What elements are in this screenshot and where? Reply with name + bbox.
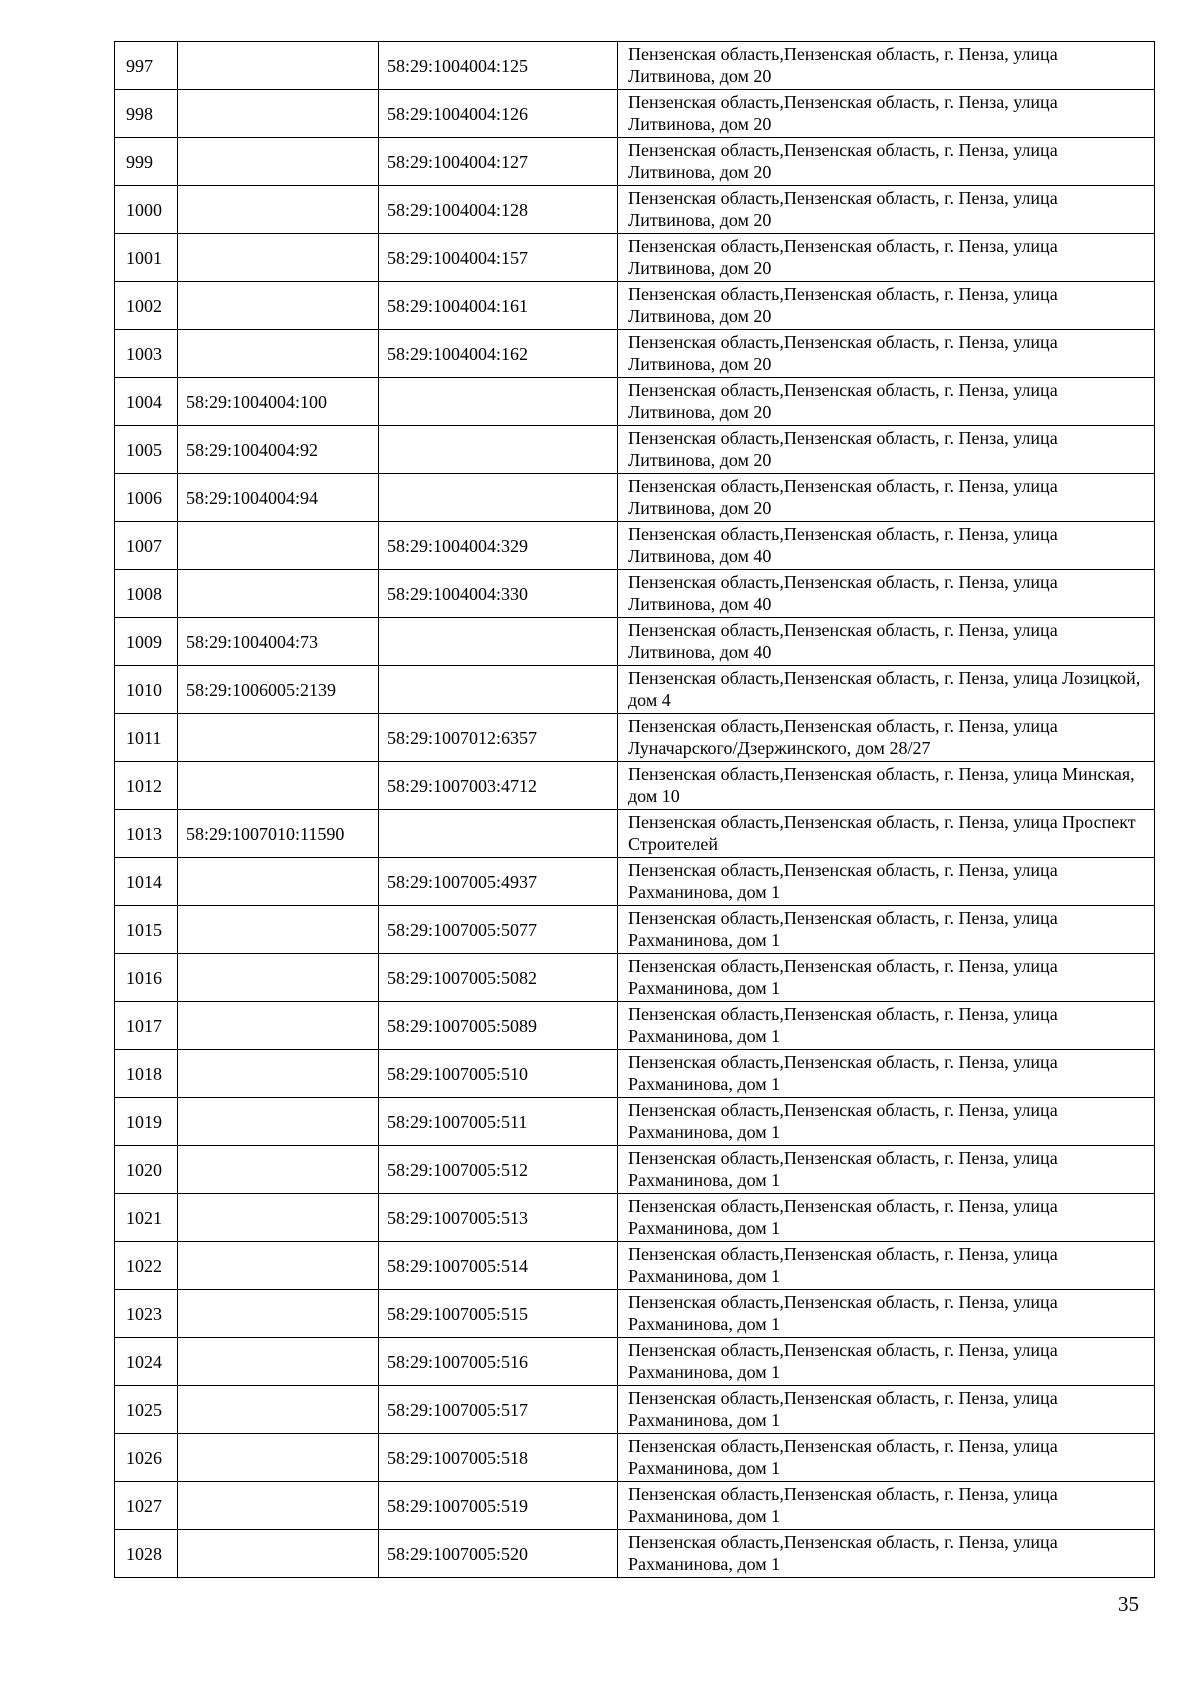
- cadastral-number-cell: [379, 810, 618, 858]
- row-number-cell: 1023: [115, 1290, 178, 1338]
- cadastral-number-cell: [178, 1434, 379, 1482]
- registry-table-body: [115, 42, 1155, 1578]
- row-number-cell: 1017: [115, 1002, 178, 1050]
- row-number-cell: 1000: [115, 186, 178, 234]
- table-row: [115, 1530, 1155, 1578]
- cadastral-number-cell: 58:29:1007005:512: [379, 1146, 618, 1194]
- cadastral-number-cell: 58:29:1007005:519: [379, 1482, 618, 1530]
- row-number-cell: 1018: [115, 1050, 178, 1098]
- table-row: [115, 1146, 1155, 1194]
- cadastral-number-cell: [178, 522, 379, 570]
- address-cell: Пензенская область,Пензенская область, г. Пенза, улица Литвинова, дом 20: [618, 330, 1155, 378]
- table-row: [115, 1242, 1155, 1290]
- cadastral-number-cell: 58:29:1004004:100: [178, 378, 379, 426]
- table-row: [115, 474, 1155, 522]
- cadastral-number-cell: [178, 282, 379, 330]
- cadastral-number-cell: 58:29:1004004:73: [178, 618, 379, 666]
- cadastral-number-cell: 58:29:1004004:125: [379, 42, 618, 90]
- cadastral-number-cell: [178, 906, 379, 954]
- cadastral-number-cell: [178, 1338, 379, 1386]
- cadastral-number-cell: 58:29:1004004:329: [379, 522, 618, 570]
- table-row: [115, 234, 1155, 282]
- cadastral-number-cell: [379, 426, 618, 474]
- cadastral-number-cell: 58:29:1006005:2139: [178, 666, 379, 714]
- row-number-cell: 1002: [115, 282, 178, 330]
- address-cell: Пензенская область,Пензенская область, г. Пенза, улица Литвинова, дом 20: [618, 474, 1155, 522]
- table-row: [115, 282, 1155, 330]
- table-row: [115, 666, 1155, 714]
- cadastral-number-cell: 58:29:1007005:516: [379, 1338, 618, 1386]
- cadastral-number-cell: 58:29:1004004:127: [379, 138, 618, 186]
- address-cell: Пензенская область,Пензенская область, г. Пенза, улица Рахманинова, дом 1: [618, 1434, 1155, 1482]
- address-cell: Пензенская область,Пензенская область, г. Пенза, улица Луначарского/Дзержинского, дом 28/27: [618, 714, 1155, 762]
- address-cell: Пензенская область,Пензенская область, г. Пенза, улица Рахманинова, дом 1: [618, 1002, 1155, 1050]
- cadastral-number-cell: 58:29:1007005:4937: [379, 858, 618, 906]
- row-number-cell: 1003: [115, 330, 178, 378]
- row-number-cell: 1007: [115, 522, 178, 570]
- row-number-cell: 1020: [115, 1146, 178, 1194]
- cadastral-number-cell: [379, 474, 618, 522]
- cadastral-number-cell: 58:29:1004004:161: [379, 282, 618, 330]
- row-number-cell: 999: [115, 138, 178, 186]
- row-number-cell: 1014: [115, 858, 178, 906]
- cadastral-number-cell: 58:29:1007005:5077: [379, 906, 618, 954]
- cadastral-number-cell: 58:29:1004004:94: [178, 474, 379, 522]
- row-number-cell: 1004: [115, 378, 178, 426]
- table-row: [115, 1002, 1155, 1050]
- cadastral-number-cell: 58:29:1004004:128: [379, 186, 618, 234]
- row-number-cell: 1006: [115, 474, 178, 522]
- address-cell: Пензенская область,Пензенская область, г. Пенза, улица Литвинова, дом 40: [618, 570, 1155, 618]
- address-cell: Пензенская область,Пензенская область, г. Пенза, улица Рахманинова, дом 1: [618, 1386, 1155, 1434]
- cadastral-number-cell: [178, 1386, 379, 1434]
- cadastral-number-cell: [379, 378, 618, 426]
- table-row: [115, 1290, 1155, 1338]
- row-number-cell: 997: [115, 42, 178, 90]
- address-cell: Пензенская область,Пензенская область, г. Пенза, улица Рахманинова, дом 1: [618, 1338, 1155, 1386]
- cadastral-number-cell: 58:29:1007005:5089: [379, 1002, 618, 1050]
- table-row: [115, 426, 1155, 474]
- cadastral-number-cell: [178, 1530, 379, 1578]
- address-cell: Пензенская область,Пензенская область, г. Пенза, улица Рахманинова, дом 1: [618, 954, 1155, 1002]
- address-cell: Пензенская область,Пензенская область, г. Пенза, улица Рахманинова, дом 1: [618, 1098, 1155, 1146]
- cadastral-number-cell: [178, 42, 379, 90]
- row-number-cell: 1010: [115, 666, 178, 714]
- table-row: [115, 1386, 1155, 1434]
- address-cell: Пензенская область,Пензенская область, г. Пенза, улица Литвинова, дом 20: [618, 234, 1155, 282]
- table-row: [115, 714, 1155, 762]
- row-number-cell: 1019: [115, 1098, 178, 1146]
- cadastral-number-cell: [178, 138, 379, 186]
- page-number: 35: [1118, 1592, 1139, 1616]
- cadastral-number-cell: 58:29:1004004:162: [379, 330, 618, 378]
- cadastral-number-cell: 58:29:1007005:510: [379, 1050, 618, 1098]
- cadastral-number-cell: [178, 1002, 379, 1050]
- address-cell: Пензенская область,Пензенская область, г. Пенза, улица Литвинова, дом 20: [618, 378, 1155, 426]
- cadastral-number-cell: 58:29:1007005:5082: [379, 954, 618, 1002]
- table-row: [115, 42, 1155, 90]
- cadastral-number-cell: 58:29:1004004:157: [379, 234, 618, 282]
- cadastral-number-cell: [178, 762, 379, 810]
- cadastral-number-cell: [178, 330, 379, 378]
- cadastral-number-cell: 58:29:1007005:520: [379, 1530, 618, 1578]
- table-row: [115, 1434, 1155, 1482]
- cadastral-number-cell: [178, 570, 379, 618]
- cadastral-number-cell: [178, 1482, 379, 1530]
- row-number-cell: 1024: [115, 1338, 178, 1386]
- cadastral-number-cell: [178, 1098, 379, 1146]
- cadastral-number-cell: 58:29:1007012:6357: [379, 714, 618, 762]
- table-row: [115, 810, 1155, 858]
- row-number-cell: 1027: [115, 1482, 178, 1530]
- address-cell: Пензенская область,Пензенская область, г. Пенза, улица Рахманинова, дом 1: [618, 906, 1155, 954]
- cadastral-number-cell: [178, 858, 379, 906]
- cadastral-number-cell: 58:29:1007005:515: [379, 1290, 618, 1338]
- cadastral-number-cell: 58:29:1007005:513: [379, 1194, 618, 1242]
- cadastral-number-cell: [178, 1194, 379, 1242]
- row-number-cell: 1022: [115, 1242, 178, 1290]
- address-cell: Пензенская область,Пензенская область, г. Пенза, улица Литвинова, дом 20: [618, 282, 1155, 330]
- registry-table: [114, 41, 1155, 1578]
- cadastral-number-cell: 58:29:1007005:517: [379, 1386, 618, 1434]
- address-cell: Пензенская область,Пензенская область, г. Пенза, улица Рахманинова, дом 1: [618, 1242, 1155, 1290]
- row-number-cell: 1005: [115, 426, 178, 474]
- table-row: [115, 138, 1155, 186]
- cadastral-number-cell: [178, 1050, 379, 1098]
- address-cell: Пензенская область,Пензенская область, г. Пенза, улица Литвинова, дом 20: [618, 90, 1155, 138]
- cadastral-number-cell: [178, 1242, 379, 1290]
- table-row: [115, 570, 1155, 618]
- table-row: [115, 90, 1155, 138]
- address-cell: Пензенская область,Пензенская область, г. Пенза, улица Литвинова, дом 20: [618, 426, 1155, 474]
- table-row: [115, 1194, 1155, 1242]
- table-row: [115, 1338, 1155, 1386]
- cadastral-number-cell: [178, 1146, 379, 1194]
- table-row: [115, 762, 1155, 810]
- table-row: [115, 954, 1155, 1002]
- row-number-cell: 1016: [115, 954, 178, 1002]
- address-cell: Пензенская область,Пензенская область, г. Пенза, улица Рахманинова, дом 1: [618, 1146, 1155, 1194]
- row-number-cell: 1021: [115, 1194, 178, 1242]
- address-cell: Пензенская область,Пензенская область, г. Пенза, улица Рахманинова, дом 1: [618, 858, 1155, 906]
- cadastral-number-cell: 58:29:1007005:518: [379, 1434, 618, 1482]
- row-number-cell: 1012: [115, 762, 178, 810]
- cadastral-number-cell: 58:29:1007003:4712: [379, 762, 618, 810]
- address-cell: Пензенская область,Пензенская область, г. Пенза, улица Литвинова, дом 40: [618, 618, 1155, 666]
- cadastral-number-cell: [379, 666, 618, 714]
- row-number-cell: 1015: [115, 906, 178, 954]
- table-row: [115, 858, 1155, 906]
- row-number-cell: 1028: [115, 1530, 178, 1578]
- address-cell: Пензенская область,Пензенская область, г. Пенза, улица Рахманинова, дом 1: [618, 1290, 1155, 1338]
- table-row: [115, 1482, 1155, 1530]
- cadastral-number-cell: 58:29:1007005:514: [379, 1242, 618, 1290]
- table-row: [115, 186, 1155, 234]
- address-cell: Пензенская область,Пензенская область, г. Пенза, улица Литвинова, дом 20: [618, 42, 1155, 90]
- row-number-cell: 1001: [115, 234, 178, 282]
- table-row: [115, 522, 1155, 570]
- cadastral-number-cell: 58:29:1004004:92: [178, 426, 379, 474]
- address-cell: Пензенская область,Пензенская область, г. Пенза, улица Рахманинова, дом 1: [618, 1194, 1155, 1242]
- row-number-cell: 1013: [115, 810, 178, 858]
- table-row: [115, 906, 1155, 954]
- row-number-cell: 1025: [115, 1386, 178, 1434]
- cadastral-number-cell: [178, 90, 379, 138]
- cadastral-number-cell: 58:29:1004004:126: [379, 90, 618, 138]
- address-cell: Пензенская область,Пензенская область, г. Пенза, улица Минская, дом 10: [618, 762, 1155, 810]
- address-cell: Пензенская область,Пензенская область, г. Пенза, улица Литвинова, дом 40: [618, 522, 1155, 570]
- cadastral-number-cell: [178, 186, 379, 234]
- cadastral-number-cell: [178, 954, 379, 1002]
- row-number-cell: 998: [115, 90, 178, 138]
- cadastral-number-cell: [178, 1290, 379, 1338]
- table-row: [115, 618, 1155, 666]
- row-number-cell: 1026: [115, 1434, 178, 1482]
- table-row: [115, 1050, 1155, 1098]
- address-cell: Пензенская область,Пензенская область, г. Пенза, улица Литвинова, дом 20: [618, 138, 1155, 186]
- cadastral-number-cell: [178, 234, 379, 282]
- cadastral-number-cell: 58:29:1007005:511: [379, 1098, 618, 1146]
- address-cell: Пензенская область,Пензенская область, г. Пенза, улица Рахманинова, дом 1: [618, 1482, 1155, 1530]
- row-number-cell: 1009: [115, 618, 178, 666]
- cadastral-number-cell: 58:29:1007010:11590: [178, 810, 379, 858]
- address-cell: Пензенская область,Пензенская область, г. Пенза, улица Лозицкой, дом 4: [618, 666, 1155, 714]
- table-row: [115, 378, 1155, 426]
- cadastral-number-cell: [379, 618, 618, 666]
- address-cell: Пензенская область,Пензенская область, г. Пенза, улица Литвинова, дом 20: [618, 186, 1155, 234]
- row-number-cell: 1011: [115, 714, 178, 762]
- address-cell: Пензенская область,Пензенская область, г. Пенза, улица Рахманинова, дом 1: [618, 1050, 1155, 1098]
- table-row: [115, 330, 1155, 378]
- row-number-cell: 1008: [115, 570, 178, 618]
- table-row: [115, 1098, 1155, 1146]
- address-cell: Пензенская область,Пензенская область, г. Пенза, улица Рахманинова, дом 1: [618, 1530, 1155, 1578]
- cadastral-number-cell: [178, 714, 379, 762]
- cadastral-number-cell: 58:29:1004004:330: [379, 570, 618, 618]
- address-cell: Пензенская область,Пензенская область, г. Пенза, улица Проспект Строителей: [618, 810, 1155, 858]
